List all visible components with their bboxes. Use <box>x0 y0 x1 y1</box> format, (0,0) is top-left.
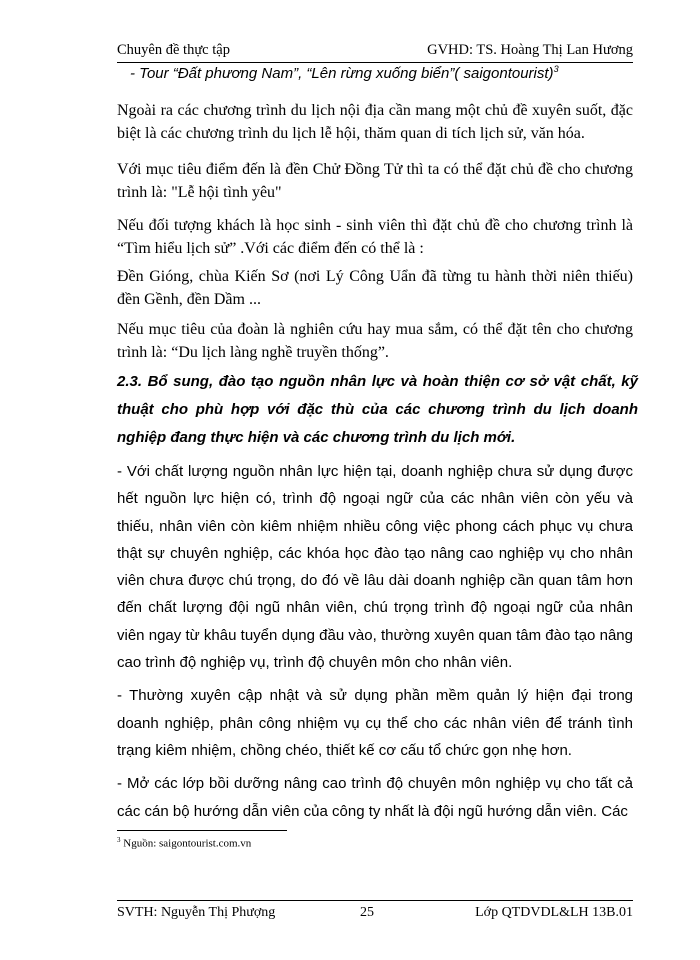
body-paragraph-software: - Thường xuyên cập nhật và sử dụng phần mềm quản lý hiện đại trong doanh nghiệp, phân công nhiệm vụ cụ thể cho các nhân viên để tránh tình trạng kiêm nhiệm, chồng chéo, thiết kế cơ cấu tổ chức gọn nhẹ hơn. <box>117 687 633 759</box>
header-left-title: Chuyên đề thực tập <box>117 42 230 58</box>
paragraph-chu-dong-tu: Với mục tiêu điểm đến là đền Chử Đồng Tử thì ta có thể đặt chủ đề cho chương trình là: "Lễ hội tình yêu" <box>117 161 633 201</box>
body-paragraph-training: - Mở các lớp bồi dưỡng nâng cao trình độ chuyên môn nghiệp vụ cho tất cả các cán bộ hướng dẫn viên của công ty nhất là đội ngũ hướng dẫn viên. Các <box>117 775 633 820</box>
page-footer <box>117 900 633 923</box>
paragraph-research: Nếu mục tiêu của đoàn là nghiên cứu hay mua sắm, có thể đặt tên cho chương trình là: “Du lịch làng nghề truyền thống”. <box>117 321 633 361</box>
page-header <box>117 40 633 63</box>
paragraph-destinations: Đền Gióng, chùa Kiến Sơ (nơi Lý Công Uẩn đã từng tu hành thời niên thiếu) đền Gềnh, đền Dầm ... <box>117 268 633 308</box>
footnote-ref: 3 <box>553 64 559 74</box>
paragraph-students: Nếu đối tượng khách là học sinh - sinh viên thì đặt chủ đề cho chương trình là “Tìm hiểu lịch sử” .Với các điểm đến có thể là : <box>117 217 633 257</box>
tour-line <box>130 64 559 82</box>
header-right-advisor: GVHD: TS. Hoàng Thị Lan Hương <box>427 42 633 58</box>
footnote <box>117 836 251 850</box>
footnote-divider <box>117 830 287 831</box>
footer-class: Lớp QTDVDL&LH 13B.01 <box>475 905 633 920</box>
footnote-text: Nguồn: saigontourist.com.vn <box>120 837 252 850</box>
section-heading: 2.3. Bổ sung, đào tạo nguồn nhân lực và hoàn thiện cơ sở vật chất, kỹ thuật cho phù hợp với đặc thù của các chương trình du lịch doanh nghiệp đang thực hiện và các chương trình du lịch mới. <box>117 373 638 446</box>
paragraph-intro: Ngoài ra các chương trình du lịch nội địa cần mang một chủ đề xuyên suốt, đặc biệt là các chương trình du lịch lễ hội, thăm quan di tích lịch sử, văn hóa. <box>117 102 633 142</box>
page-number: 25 <box>360 905 374 920</box>
footer-student: SVTH: Nguyễn Thị Phượng <box>117 905 276 920</box>
body-paragraph-staff: - Với chất lượng nguồn nhân lực hiện tại, doanh nghiệp chưa sử dụng được hết nguồn lực hiện có, trình độ ngoại ngữ của các nhân viên còn yếu và thiếu, nhân viên còn kiêm nhiệm nhiều công việc phong cách phục vụ chưa thật sự chuyên nghiệp, các khóa học đào tạo nâng cao nghiệp vụ cho nhân viên chưa được chú trọng, do đó về lâu dài doanh nghiệp cần quan tâm hơn đến chất lượng đội ngũ nhân viên, chú trọng trình độ ngoại ngữ của nhân viên ngay từ khâu tuyển dụng đầu vào, thường xuyên quan tâm đào tạo nâng cao trình độ nghiệp vụ, trình độ chuyên môn cho nhân viên. <box>117 463 633 672</box>
tour-line-text: - Tour “Đất phương Nam”, “Lên rừng xuống biển”( saigontourist) <box>130 65 554 82</box>
body-text <box>117 458 633 831</box>
footnote-number: 3 <box>117 836 121 844</box>
